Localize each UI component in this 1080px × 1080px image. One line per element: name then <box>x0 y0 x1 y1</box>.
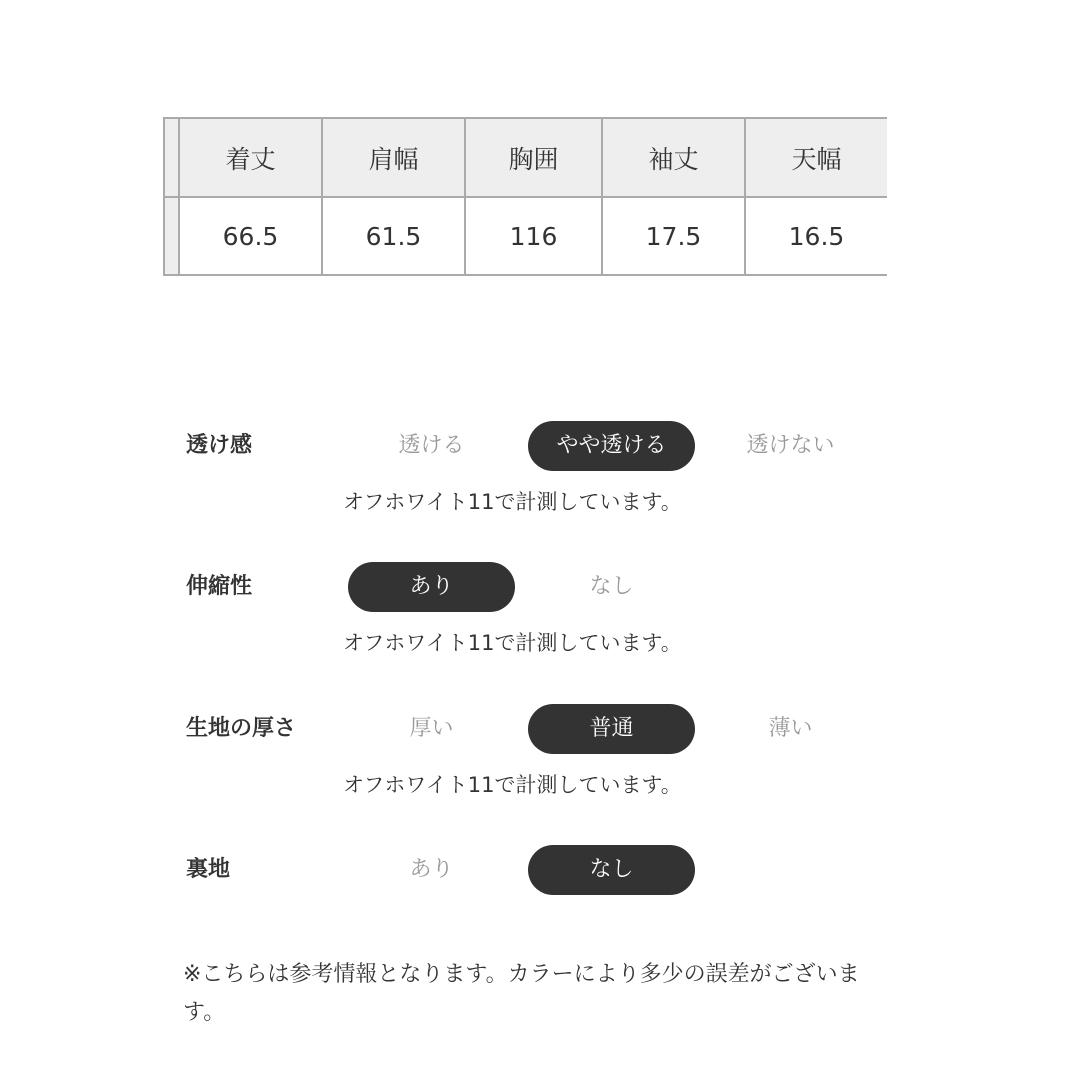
option-thick: 厚い <box>409 716 454 741</box>
header-cell: 袖丈 <box>602 118 745 197</box>
size-table <box>163 117 887 276</box>
value-cell: 61.5 <box>322 197 465 275</box>
header-cell: 肩幅 <box>322 118 465 197</box>
size-table-container <box>163 117 887 277</box>
option-yes-selected: あり <box>348 562 515 612</box>
size-table-value-row <box>164 197 887 275</box>
disclaimer-text: ※こちらは参考情報となります。カラーにより多少の誤差がございます。 <box>183 962 860 1025</box>
size-table-header-row <box>164 118 887 197</box>
header-cell: 天幅 <box>745 118 887 197</box>
option-no-selected: なし <box>528 845 695 895</box>
size-table-cut-cell <box>164 118 179 197</box>
header-cell: 胸囲 <box>465 118 602 197</box>
measurement-note: オフホワイト11で計測しています。 <box>343 773 682 797</box>
option-yes: あり <box>409 857 454 882</box>
option-thin: 薄い <box>768 716 813 741</box>
measurement-note: オフホワイト11で計測しています。 <box>343 490 682 514</box>
option-no: なし <box>589 574 634 599</box>
option-transparent: 透ける <box>398 433 465 458</box>
value-cell: 116 <box>465 197 602 275</box>
option-not-transparent: 透けない <box>746 433 835 458</box>
value-cell: 16.5 <box>745 197 887 275</box>
attribute-label: 透け感 <box>186 433 253 458</box>
attribute-label: 伸縮性 <box>186 574 253 599</box>
header-cell: 着丈 <box>179 118 322 197</box>
attribute-label: 裏地 <box>186 857 231 882</box>
size-table-cut-cell <box>164 197 179 275</box>
value-cell: 17.5 <box>602 197 745 275</box>
option-slightly-transparent-selected: やや透ける <box>528 421 695 471</box>
measurement-note: オフホワイト11で計測しています。 <box>343 631 682 655</box>
option-normal-selected: 普通 <box>528 704 695 754</box>
value-cell: 66.5 <box>179 197 322 275</box>
attribute-label: 生地の厚さ <box>186 716 297 741</box>
